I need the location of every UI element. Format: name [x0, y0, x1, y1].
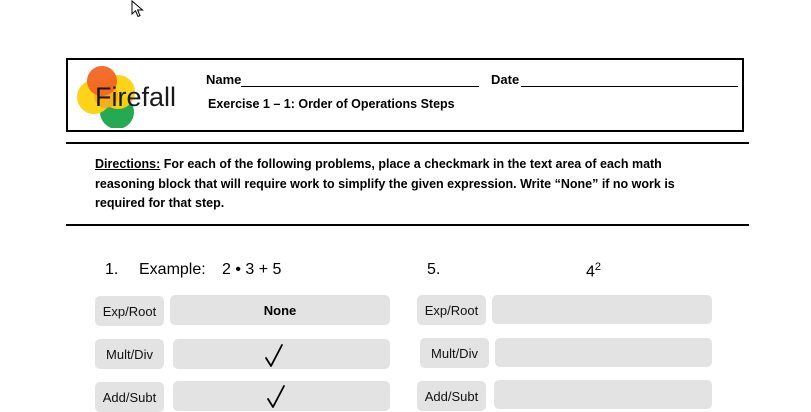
directions-label: Directions:	[95, 157, 161, 171]
checkmark-icon	[265, 384, 287, 410]
name-label: Name	[206, 72, 242, 87]
logo-text: Firefall	[95, 82, 177, 112]
example-label: Example:	[139, 261, 206, 278]
top-divider	[66, 142, 749, 144]
problem-number: 5.	[427, 261, 441, 278]
answer-box-exp-root[interactable]: None	[170, 295, 390, 325]
answer-box-mult-div[interactable]	[495, 338, 712, 367]
answer-box-exp-root[interactable]	[492, 295, 712, 324]
step-label-add-subt: Add/Subt	[95, 382, 164, 412]
answer-box-mult-div[interactable]	[173, 339, 390, 369]
date-field[interactable]	[521, 86, 738, 87]
expression-exponent: 2	[594, 261, 602, 273]
problem-number: 1.	[105, 261, 119, 278]
mouse-cursor-icon	[131, 0, 147, 18]
expression-base: 4	[586, 263, 595, 281]
step-label-exp-root: Exp/Root	[417, 295, 486, 325]
step-label-mult-div: Mult/Div	[95, 339, 164, 369]
step-label-add-subt: Add/Subt	[417, 381, 486, 411]
answer-box-add-subt[interactable]	[173, 381, 390, 411]
bottom-divider	[66, 224, 749, 226]
checkmark-icon	[263, 343, 285, 369]
problem-expression	[586, 261, 601, 281]
date-label: Date	[491, 72, 520, 87]
step-label-exp-root: Exp/Root	[95, 296, 164, 326]
step-label-mult-div: Mult/Div	[420, 338, 489, 368]
problem-expression: 2 • 3 + 5	[222, 261, 282, 278]
directions-body: For each of the following problems, place a checkmark in the text area of each math reasoning block that will require work to simplify the given expression. Write “None” if no work is required for that step.	[95, 157, 675, 210]
name-field[interactable]	[241, 86, 479, 87]
firefall-logo	[76, 66, 196, 128]
exercise-title: Exercise 1 – 1: Order of Operations Steps	[208, 97, 455, 111]
answer-box-add-subt[interactable]	[494, 380, 712, 409]
directions-text	[95, 155, 715, 214]
